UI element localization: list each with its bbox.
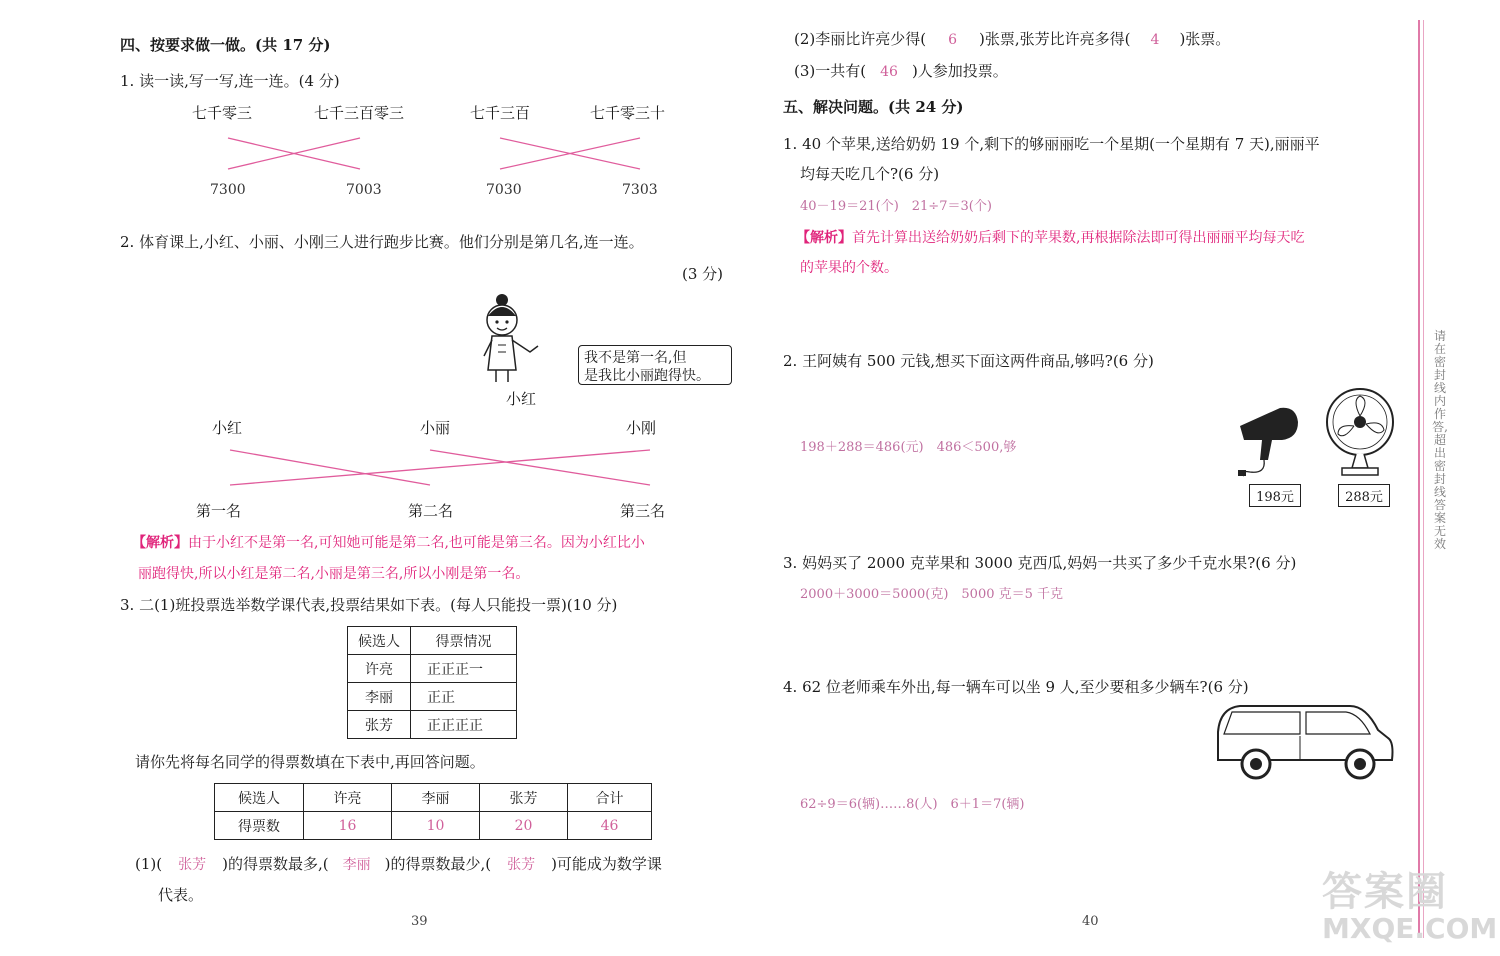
bubble-line-1: 我不是第一名,但: [584, 350, 687, 366]
question-2-score: (3 分): [682, 265, 724, 283]
table-row: [348, 655, 517, 683]
bubble-line-2: 是我比小丽跑得快。: [584, 368, 710, 384]
match-line: [230, 450, 430, 485]
problem-3: 3. 妈妈买了 2000 克苹果和 3000 克西瓜,妈妈一共买了多少千克水果?(6 分): [783, 554, 1297, 572]
q3-2-text: )张票。: [1179, 30, 1231, 48]
analysis-2: [132, 532, 645, 552]
watermark-url: MXQE.COM: [1322, 912, 1498, 945]
number-4: 7303: [622, 182, 658, 198]
rank-3: 第三名: [620, 502, 666, 520]
page-number-left: 39: [411, 914, 428, 929]
q3-3-answer: 46: [880, 64, 898, 80]
tally-cell: 许亮: [348, 655, 411, 683]
fan-icon: [1322, 384, 1400, 480]
problem-1-line-1: 1. 40 个苹果,送给奶奶 19 个,剩下的够丽丽吃一个星期(一个星期有 7 天),丽丽平: [783, 135, 1320, 153]
analysis-label: 【解析】: [132, 535, 188, 551]
problem-2: 2. 王阿姨有 500 元钱,想买下面这两件商品,够吗?(6 分): [783, 352, 1154, 370]
votes-label-cell: 得票数: [215, 812, 304, 840]
girl-name-label: 小红: [506, 390, 537, 408]
rank-1: 第一名: [196, 502, 242, 520]
analysis-1-line-2: 的苹果的个数。: [800, 260, 898, 276]
q3-2-text: (2)李丽比许亮少得(: [794, 30, 927, 48]
votes-table: [214, 783, 652, 840]
question-3-3: [794, 60, 1008, 81]
votes-header-cell: 李丽: [392, 784, 480, 812]
analysis-text-line-2: 丽跑得快,所以小红是第二名,小丽是第三名,所以小刚是第一名。: [138, 566, 530, 582]
q3-2-text: )张票,张芳比许亮多得(: [979, 30, 1131, 48]
votes-value-cell: 10: [392, 812, 480, 840]
question-3-1: [135, 853, 662, 874]
votes-header-cell: 张芳: [480, 784, 568, 812]
number-1: 7300: [210, 182, 246, 198]
tally-header-status: 得票情况: [411, 627, 517, 655]
tally-cell: 张芳: [348, 711, 411, 739]
name-3: 小刚: [626, 419, 657, 437]
tally-table: [347, 626, 517, 739]
word-1: 七千零三: [192, 104, 253, 122]
question-3-instruction: 请你先将每名同学的得票数填在下表中,再回答问题。: [135, 753, 485, 771]
word-3: 七千三百: [470, 104, 531, 122]
q3-1-text: )的得票数最多,(: [222, 855, 329, 873]
tally-cell: 正正: [411, 683, 517, 711]
question-3-1-cont: 代表。: [158, 886, 204, 904]
question-1: 1. 读一读,写一写,连一连。(4 分): [120, 72, 340, 90]
number-3: 7030: [486, 182, 522, 198]
problem-4-answer: 62÷9＝6(辆)……8(人) 6＋1＝7(辆): [800, 797, 1025, 812]
name-1: 小红: [212, 419, 243, 437]
price-tag-1: 198元: [1249, 484, 1301, 507]
q3-2-answer-1: 6: [948, 32, 958, 48]
q3-3-text: (3)一共有(: [794, 62, 867, 80]
seal-line-notice: 请在密封线内作答,超出密封线答案无效: [1432, 329, 1448, 551]
tally-cell: 正正正正: [411, 711, 517, 739]
word-4: 七千零三十: [590, 104, 666, 122]
page-number-right: 40: [1082, 914, 1099, 929]
section-5-title: 五、解决问题。(共 24 分): [783, 98, 964, 116]
question-3-2: [794, 28, 1230, 49]
seal-line-inner: [1423, 20, 1424, 938]
problem-1-answer: 40－19＝21(个) 21÷7＝3(个): [800, 199, 992, 214]
analysis-1: [796, 227, 1304, 247]
hair-dryer-icon: [1236, 400, 1308, 480]
problem-1-line-2: 均每天吃几个?(6 分): [800, 165, 940, 183]
problem-2-answer: 198＋288＝486(元) 486＜500,够: [800, 440, 1017, 455]
q3-1-text: )的得票数最少,(: [384, 855, 492, 873]
tally-cell: 正正正一: [411, 655, 517, 683]
watermark-logo: 答案圈: [1322, 869, 1448, 915]
votes-value-cell: 46: [568, 812, 652, 840]
tally-cell: 李丽: [348, 683, 411, 711]
votes-header-cell: 合计: [568, 784, 652, 812]
q3-1-text: (1)(: [135, 855, 163, 873]
seal-line: [1418, 20, 1420, 938]
q3-1-answer-1: 张芳: [178, 857, 207, 873]
question-2: 2. 体育课上,小红、小丽、小刚三人进行跑步比赛。他们分别是第几名,连一连。: [120, 233, 644, 251]
rank-2: 第二名: [408, 502, 454, 520]
problem-3-answer: 2000＋3000＝5000(克) 5000 克＝5 千克: [800, 587, 1064, 602]
number-2: 7003: [346, 182, 382, 198]
analysis-1-line-1: 首先计算出送给奶奶后剩下的苹果数,再根据除法即可得出丽丽平均每天吃: [852, 230, 1305, 246]
votes-value-cell: 16: [304, 812, 392, 840]
question-3: 3. 二(1)班投票选举数学课代表,投票结果如下表。(每人只能投一票)(10 分): [120, 596, 618, 614]
votes-value-cell: 20: [480, 812, 568, 840]
word-2: 七千三百零三: [314, 104, 405, 122]
q3-3-text: )人参加投票。: [911, 62, 1008, 80]
q3-1-text: )可能成为数学课: [551, 855, 662, 873]
match-line: [230, 450, 650, 485]
table-row: [348, 711, 517, 739]
problem-4: 4. 62 位老师乘车外出,每一辆车可以坐 9 人,至少要租多少辆车?(6 分): [783, 678, 1249, 696]
table-row: [348, 683, 517, 711]
match-line: [430, 450, 650, 485]
table-row: [215, 812, 652, 840]
q3-1-answer-3: 张芳: [507, 857, 536, 873]
table-row: [215, 784, 652, 812]
votes-header-cell: 候选人: [215, 784, 304, 812]
tally-header-candidate: 候选人: [348, 627, 411, 655]
girl-illustration: [478, 290, 578, 390]
price-tag-2: 288元: [1338, 484, 1390, 507]
analysis-text-line-1: 由于小红不是第一名,可知她可能是第二名,也可能是第三名。因为小红比小: [188, 535, 645, 551]
section-4-title: 四、按要求做一做。(共 17 分): [120, 36, 331, 54]
q3-2-answer-2: 4: [1150, 32, 1160, 48]
van-icon: [1210, 702, 1396, 782]
q3-1-answer-2: 李丽: [342, 857, 371, 873]
votes-header-cell: 许亮: [304, 784, 392, 812]
analysis-label: 【解析】: [796, 230, 852, 246]
name-2: 小丽: [420, 419, 451, 437]
